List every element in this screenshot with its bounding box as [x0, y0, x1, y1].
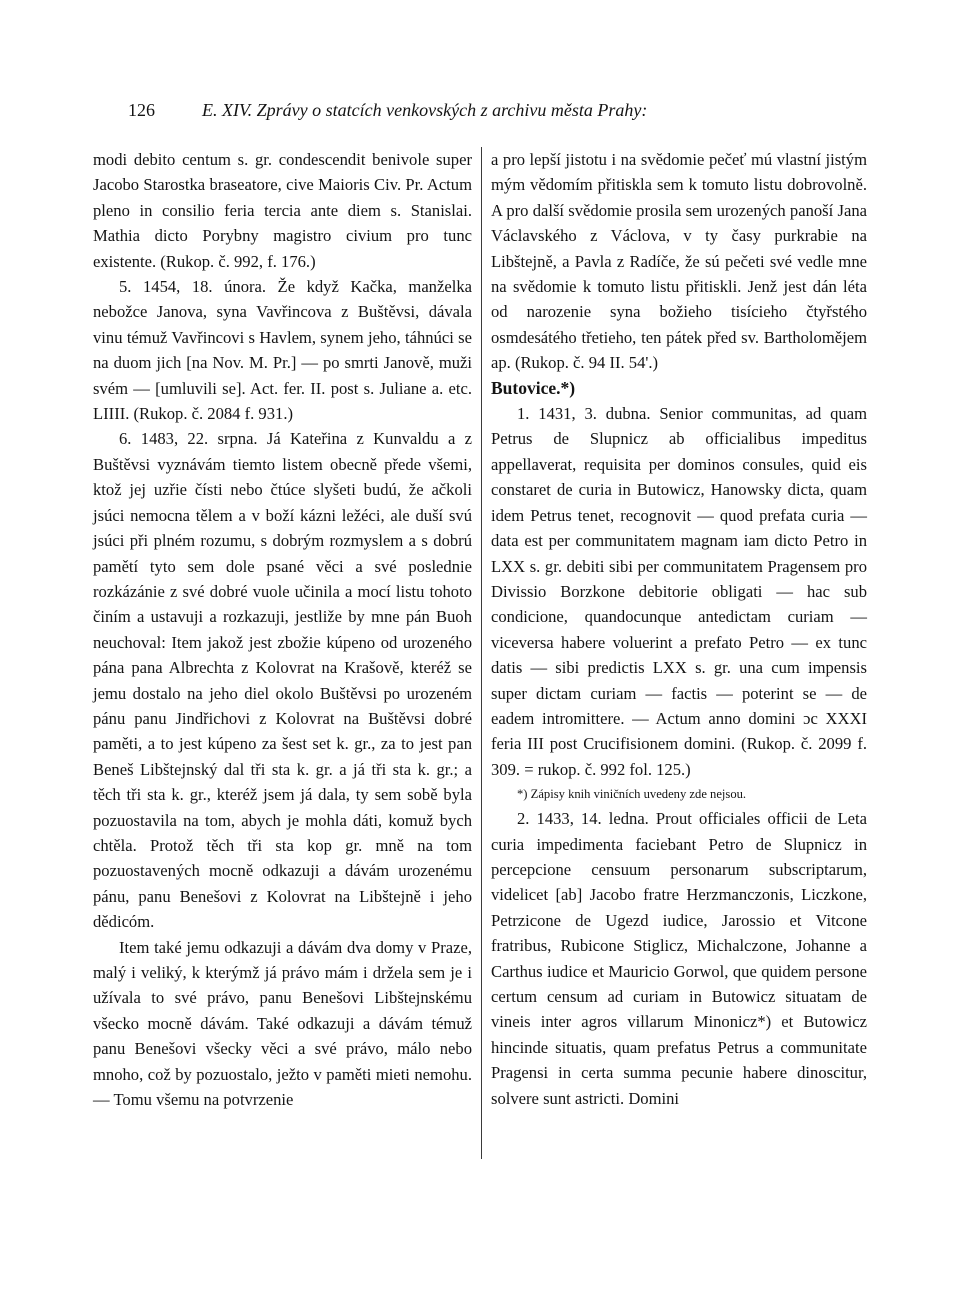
column-divider — [481, 147, 482, 1159]
left-paragraph-entry-5: 5. 1454, 18. února. Že když Kačka, manželka nebožce Janova, syna Vavřincova z Buštěvsi, dávala vinu témuž Vavřincovi s Havlem, synem jeho, táhnúci se na duom jich [na Nov. M. Pr.] — po smrti Janově, muži svém — [umluvili se]. Act. fer. II. post s. Juliane a. etc. LIIII. (Rukop. č. 2084 f. 931.) — [93, 277, 472, 424]
right-paragraph-continuation: a pro lepší jistotu i na svědomie pečeť mú vlastní jistým mým vědomím přitiskla sem k tomuto listu dobrovolně. A pro další svědomie prosila sem urozených panoší Jana Václavského z Václova, v ty časy purkrabie na Libštejně, a Pavla z Radíče, že sú pečeti své vedle mne na svědomie k tomuto listu přitiskli. Jenž jest dán léta od narozenie syna božieho tisícieho čtyřstého osmdesátého třetieho, ten pátek před sv. Bartholomějem ap. (Rukop. č. 94 II. 54'.) — [491, 150, 867, 373]
left-paragraph-item: Item také jemu odkazuji a dávám dva domy v Praze, malý i veliký, k kterýmž já právo mám i držela sem je i užívala to své právo, panu Benešovi Libštejnskému všecko mocně dávám. Také odkazuji a dávám témuž panu Benešovi všecky věci a své právo, málo nebo mnoho, což by pozuostalo, ježto v paměti mieti nemohu. — Tomu všemu na potvrzenie — [93, 937, 472, 1110]
left-paragraph-continuation: modi debito centum s. gr. condescendit benivole super Jacobo Starostka braseatore, cive Maioris Civ. Pr. Actum pleno in consilio feria tercia ante diem s. Stanislai. Mathia dicto Porybny magistro civium pro tunc existente. (Rukop. č. 992, f. 176.) — [93, 150, 472, 271]
section-heading: Butovice.*) — [491, 377, 576, 398]
running-header — [128, 100, 868, 130]
page-number: 126 — [128, 100, 155, 120]
running-title: E. XIV. Zprávy o statcích venkovských z archivu města Prahy: — [202, 100, 648, 120]
right-paragraph-entry-1: 1. 1431, 3. dubna. Senior communitas, ad quam Petrus de Slupnicz ab officialibus impeditus appellaverat, requisita per dominos consules, quid eis constaret de curia in Butowicz, Hanowsky dicta, quam idem Petrus tenet, recognovit — quod prefata curia — data est per communitatem magnam iam dicto Petro in LXX s. gr. debiti sibi per communitatem Pragensem pro Divissio Borzkone debitorie obligati — hac sub condicione, quandocunque antedictam curiam — viceversa habere voluerint a prefato Petro — ex tunc datis — sibi predictis LXX s. gr. una cum impensis super dictam curiam — factis — poterint se — de eadem intromittere. — Actum anno domini ɔc XXXI feria III post Crucifisionem domini. (Rukop. č. 2099 f. 309. = rukop. č. 992 fol. 125.) — [491, 404, 867, 779]
right-paragraph-entry-2: 2. 1433, 14. ledna. Prout officiales officii de Leta curia impedimenta faciebant Petro de Slupnicz in percepcione censuum personarum subscriptarum, videlicet [ab] Jacobo fratre Herzmanczonis, Liczkone, Petrzicone de Ugezd iudice, Jarossio et Vitcone fratribus, Rubicone Stiglicz, Michalczone, Johanne a Carthus iudice et Mauricio Gorwol, que quidem persone certum censum ad curiam in Butowicz situatam de vineis inter agros villarum Minonicz*) et Butowicz hincinde situatis, quam prefatus Petrus a communitate Pragensi in certa summa pecunie habere dinoscitur, solvere sunt astricti. Domini — [491, 809, 867, 1108]
right-column — [491, 147, 867, 1111]
footnote: *) Zápisy knih viničních uvedeny zde nejsou. — [517, 787, 747, 802]
left-column — [93, 147, 472, 1112]
left-paragraph-entry-6: 6. 1483, 22. srpna. Já Kateřina z Kunvaldu a z Buštěvsi vyznávám tiemto listem obecně přede všemi, ktož jej uzřie čísti nebo čtúce slyšeti budú, že ačkoli jsúci nemocna tělem a v boží kázni ležéci, ale duší svú jsúci při plném rozumu, s dobrým rozmyslem a s dobrú pamětí tyto sem dole psané věci a své poslednie rozkázánie z své dobré vuole učinila a mocí listu tohoto činím a ustavuji a rozkazuji, jestliže by mne pán Buoh neuchoval: Item jakož jest zbožie kúpeno od urozeného pána pana Albrechta z Kolovrat na Krašově, kteréž se jemu dostalo na jeho diel okolo Buštěvsi po urozeném pánu panu Jindřichovi z Kolovrat na Buštěvsi dobré paměti, a to jest kúpeno za šest set k. gr., za to jest pan Beneš Libštejnský dal tři sta k. gr. a já tři sta k. gr.; a těch tři sta k. gr., kteréž jsem já dala, ty sem sobě byla pozuostavila na tom, abych je mohla dáti, komuž bych chtěla. Protož těch tři sta kop gr. mně na tom pozuostavených mocně odkazuji a dávám urozenému pánu, panu Benešovi z Kolovrat na Libštejně i jeho dědicóm. — [93, 429, 472, 932]
